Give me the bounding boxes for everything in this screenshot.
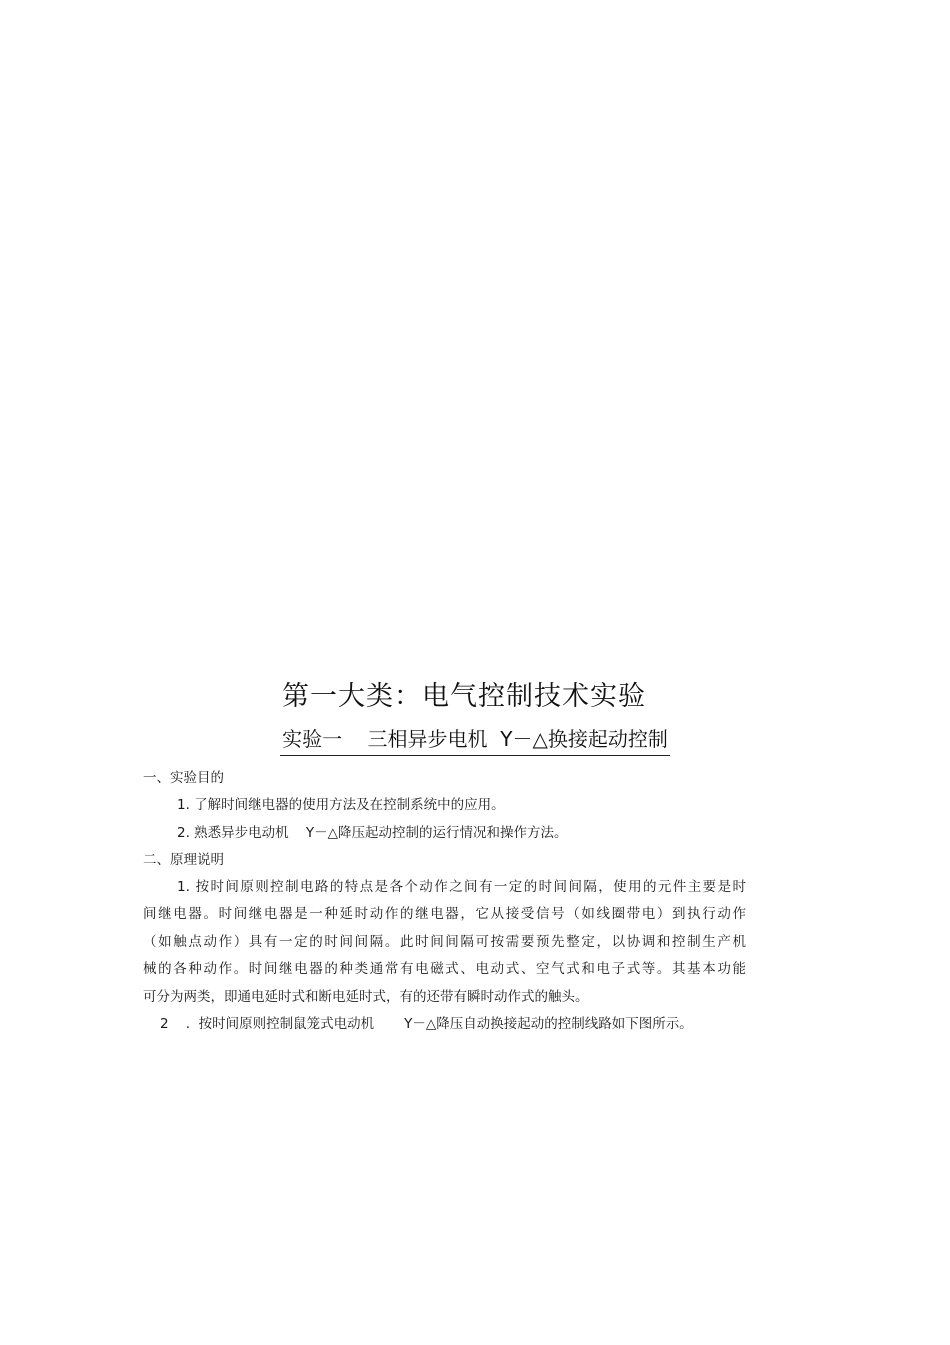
experiment-title-text: 实验一 三相异步电机 Y－△换接起动控制 [280, 725, 670, 756]
purpose-item-1: 1. 了解时间继电器的使用方法及在控制系统中的应用。 [177, 797, 505, 813]
experiment-title [0, 725, 950, 756]
principle-line-3: （如触点动作）具有一定的时间间隔。此时间间隔可按需要预先整定，以协调和控制生产机 [143, 934, 746, 950]
principle-line-4: 械的各种动作。时间继电器的种类通常有电磁式、电动式、空气式和电子式等。其基本功能 [143, 961, 746, 977]
main-title: 第一大类：电气控制技术实验 [282, 681, 646, 712]
purpose-item-2: 2. 熟悉异步电动机 Y－△降压起动控制的运行情况和操作方法。 [177, 825, 568, 841]
principle-line-1: 1. 按时间原则控制电路的特点是各个动作之间有一定的时间间隔，使用的元件主要是时 [177, 879, 746, 895]
principle-item-2: 2 . 按时间原则控制鼠笼式电动机 Y－△降压自动换接起动的控制线路如下图所示。 [160, 1016, 693, 1032]
principle-line-5: 可分为两类，即通电延时式和断电延时式，有的还带有瞬时动作式的触头。 [143, 989, 589, 1005]
principle-line-2: 间继电器。时间继电器是一种延时动作的继电器，它从接受信号（如线圈带电）到执行动作 [143, 906, 746, 922]
section-heading-principle: 二、原理说明 [143, 852, 224, 868]
section-heading-purpose: 一、实验目的 [143, 770, 224, 786]
